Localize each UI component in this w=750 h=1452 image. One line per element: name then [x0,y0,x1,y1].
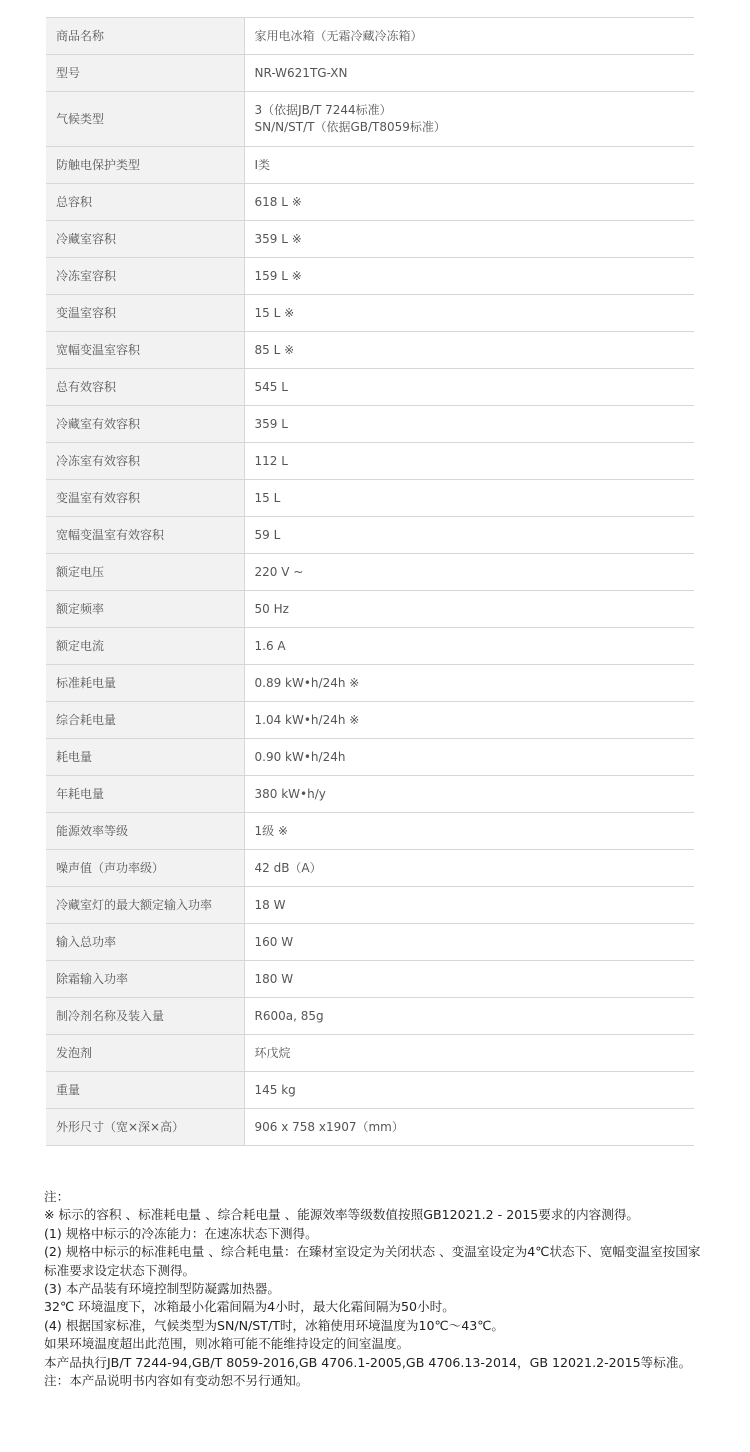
spec-row [46,739,694,776]
spec-value: 159 L ※ [244,258,694,295]
spec-label: 总有效容积 [46,369,244,406]
spec-value: 18 W [244,887,694,924]
spec-label: 综合耗电量 [46,702,244,739]
spec-label: 额定频率 [46,591,244,628]
spec-value: 0.89 kW•h/24h ※ [244,665,694,702]
spec-table-body [46,18,694,1146]
spec-value: 359 L [244,406,694,443]
notes-section [44,1188,704,1390]
spec-label: 宽幅变温室有效容积 [46,517,244,554]
spec-row [46,332,694,369]
spec-value: 906 x 758 x1907（mm） [244,1109,694,1146]
spec-value: 1.04 kW•h/24h ※ [244,702,694,739]
spec-row [46,1109,694,1146]
spec-row [46,961,694,998]
spec-value: Ⅰ类 [244,147,694,184]
spec-value: R600a, 85g [244,998,694,1035]
spec-row [46,554,694,591]
spec-label: 额定电压 [46,554,244,591]
spec-label: 变温室容积 [46,295,244,332]
spec-row [46,184,694,221]
note-line: (4) 根据国家标准，气候类型为SN/N/ST/T时，冰箱使用环境温度为10℃～43℃。 [44,1317,504,1333]
spec-row [46,1072,694,1109]
spec-label: 总容积 [46,184,244,221]
note-line: 本产品执行JB/T 7244-94,GB/T 8059-2016,GB 4706.1-2005,GB 4706.13-2014，GB 12021.2-2015等标准。 [44,1354,692,1370]
spec-label: 输入总功率 [46,924,244,961]
spec-value: 15 L [244,480,694,517]
spec-label: 制冷剂名称及装入量 [46,998,244,1035]
spec-row [46,369,694,406]
spec-label: 标准耗电量 [46,665,244,702]
spec-value: 1级 ※ [244,813,694,850]
spec-value: NR-W621TG-XN [244,55,694,92]
spec-value: 380 kW•h/y [244,776,694,813]
spec-row [46,55,694,92]
spec-label: 外形尺寸（宽×深×高） [46,1109,244,1146]
spec-row [46,665,694,702]
note-line: 注： [44,1189,70,1204]
spec-value: 85 L ※ [244,332,694,369]
spec-label: 额定电流 [46,628,244,665]
spec-row [46,887,694,924]
spec-row [46,813,694,850]
spec-row [46,406,694,443]
note-line: 如果环境温度超出此范围，则冰箱可能不能维持设定的间室温度。 [44,1336,410,1352]
spec-value: 42 dB（A） [244,850,694,887]
spec-label: 冷冻室有效容积 [46,443,244,480]
spec-row [46,295,694,332]
spec-value: 359 L ※ [244,221,694,258]
spec-label: 耗电量 [46,739,244,776]
spec-row [46,517,694,554]
spec-label: 防触电保护类型 [46,147,244,184]
spec-label: 变温室有效容积 [46,480,244,517]
spec-table [46,17,694,1146]
spec-value: 180 W [244,961,694,998]
spec-value: 50 Hz [244,591,694,628]
spec-row [46,18,694,55]
spec-label: 气候类型 [46,92,244,147]
spec-label: 冷藏室有效容积 [46,406,244,443]
spec-value: 220 V ~ [244,554,694,591]
note-line: (2) 规格中标示的标准耗电量 、综合耗电量：在臻材室设定为关闭状态 、变温室设定为4℃状态下、宽幅变温室按国家标准要求设定状态下测得。 [44,1244,701,1278]
spec-label: 能源效率等级 [46,813,244,850]
note-line: (3) 本产品装有环境控制型防凝露加热器。 [44,1281,280,1297]
spec-row [46,998,694,1035]
spec-value: 1.6 A [244,628,694,665]
spec-row [46,628,694,665]
note-line: ※ 标示的容积 、标准耗电量 、综合耗电量 、能源效率等级数值按照GB12021.2 - 2015要求的内容测得。 [44,1207,640,1223]
spec-label: 年耗电量 [46,776,244,813]
spec-value: 15 L ※ [244,295,694,332]
spec-value: 112 L [244,443,694,480]
spec-value: 160 W [244,924,694,961]
spec-row [46,1035,694,1072]
spec-row [46,850,694,887]
spec-label: 除霜输入功率 [46,961,244,998]
spec-value: 0.90 kW•h/24h [244,739,694,776]
spec-label: 发泡剂 [46,1035,244,1072]
spec-label: 商品名称 [46,18,244,55]
spec-row [46,92,694,147]
spec-value: 145 kg [244,1072,694,1109]
spec-table-container [46,17,694,1146]
spec-label: 冷藏室容积 [46,221,244,258]
spec-label: 冷藏室灯的最大额定输入功率 [46,887,244,924]
spec-row [46,702,694,739]
spec-row [46,924,694,961]
spec-value: 环戊烷 [244,1035,694,1072]
spec-row [46,591,694,628]
spec-value: 545 L [244,369,694,406]
spec-label: 噪声值（声功率级） [46,850,244,887]
spec-label: 冷冻室容积 [46,258,244,295]
spec-row [46,221,694,258]
spec-value: 618 L ※ [244,184,694,221]
spec-label: 型号 [46,55,244,92]
spec-row [46,480,694,517]
note-line: 注：本产品说明书内容如有变动恕不另行通知。 [44,1373,309,1389]
note-line: (1) 规格中标示的冷冻能力：在速冻状态下测得。 [44,1225,318,1241]
spec-row [46,776,694,813]
spec-label: 宽幅变温室容积 [46,332,244,369]
note-line: 32℃ 环境温度下，冰箱最小化霜间隔为4小时，最大化霜间隔为50小时。 [44,1299,455,1315]
spec-row [46,443,694,480]
spec-value: 59 L [244,517,694,554]
spec-row [46,258,694,295]
spec-value: 3（依据JB/T 7244标准） SN/N/ST/T（依据GB/T8059标准） [244,92,694,147]
spec-value: 家用电冰箱（无霜冷藏冷冻箱） [244,18,694,55]
spec-label: 重量 [46,1072,244,1109]
spec-row [46,147,694,184]
